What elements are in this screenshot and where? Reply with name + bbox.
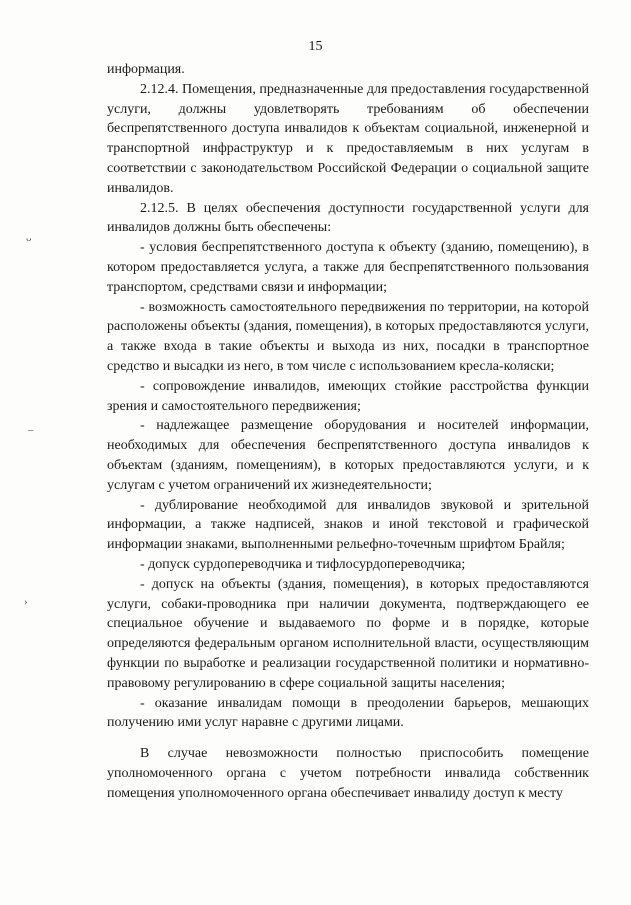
scan-mark: › [24, 596, 28, 608]
paragraph-2-12-5: 2.12.5. В целях обеспечения доступности государственной услуги для инвалидов должны быть обеспечены: [107, 200, 589, 236]
list-item-sign-interpreter: - допуск сурдопереводчика и тифлосурдопереводчика; [140, 556, 466, 572]
list-item-equipment-placement: - надлежащее размещение оборудования и носителей информации, необходимых для обеспечения беспрепятственного доступа инвалидов к объектам (зданиям, помещениям), в которых предоставляются услуги, и к услугам с учетом ограничений их жизнедеятельности; [107, 418, 589, 493]
scan-mark: ᴗ [26, 232, 32, 244]
page-number: 15 [308, 39, 323, 54]
list-item-guide-dog: - допуск на объекты (здания, помещения), в которых предоставляются услуги, собаки-проводника при наличии документа, подтверждающего ее специальное обучение и выдаваемого по форме и в порядке, которые определяются федеральным органом исполнительной власти, осуществляющим функции по выработке и реализации государственной политики и нормативно-правовому регулированию в сфере социальной защиты населения; [107, 576, 589, 691]
list-item-accompaniment: - сопровождение инвалидов, имеющих стойкие расстройства функции зрения и самостоятельного передвижения; [107, 378, 589, 414]
scan-mark: – [28, 424, 34, 436]
document-body [107, 60, 589, 803]
paragraph-continuation: информация. [107, 62, 185, 77]
paragraph-impossibility-case: В случае невозможности полностью приспособить помещение уполномоченного органа с учетом потребности инвалида собственник помещения уполномоченного органа обеспечивает инвалиду доступ к месту [107, 746, 589, 801]
list-item-duplication: - дублирование необходимой для инвалидов звуковой и зрительной информации, а также надписей, знаков и иной текстовой и графической информации знаками, выполненными рельефно-точечным шрифтом Брайля; [107, 497, 589, 553]
list-item-independent-movement: - возможность самостоятельного передвижения по территории, на которой расположены объекты (здания, помещения), в которых предоставляются услуги, а также входа в такие объекты и выхода из них, посадки в транспортное средство и высадки из него, в том числе с использованием кресла-коляски; [107, 299, 589, 374]
paragraph-2-12-4: 2.12.4. Помещения, предназначенные для предоставления государственной услуги, должны удовлетворять требованиям об обеспечении беспрепятственного доступа инвалидов к объектам социальной, инженерной и транспортной инфраструктур и к предоставляемым в них услугам в соответствии с законодательством Российской Федерации о социальной защите инвалидов. [107, 81, 589, 196]
list-item-barrier-assistance: - оказание инвалидам помощи в преодолении барьеров, мешающих получению ими услуг наравне с другими лицами. [107, 695, 589, 731]
list-item-access-conditions: - условия беспрепятственного доступа к объекту (зданию, помещению), в котором предоставляется услуга, а также для беспрепятственного пользования транспортом, средствами связи и информации; [107, 240, 589, 295]
